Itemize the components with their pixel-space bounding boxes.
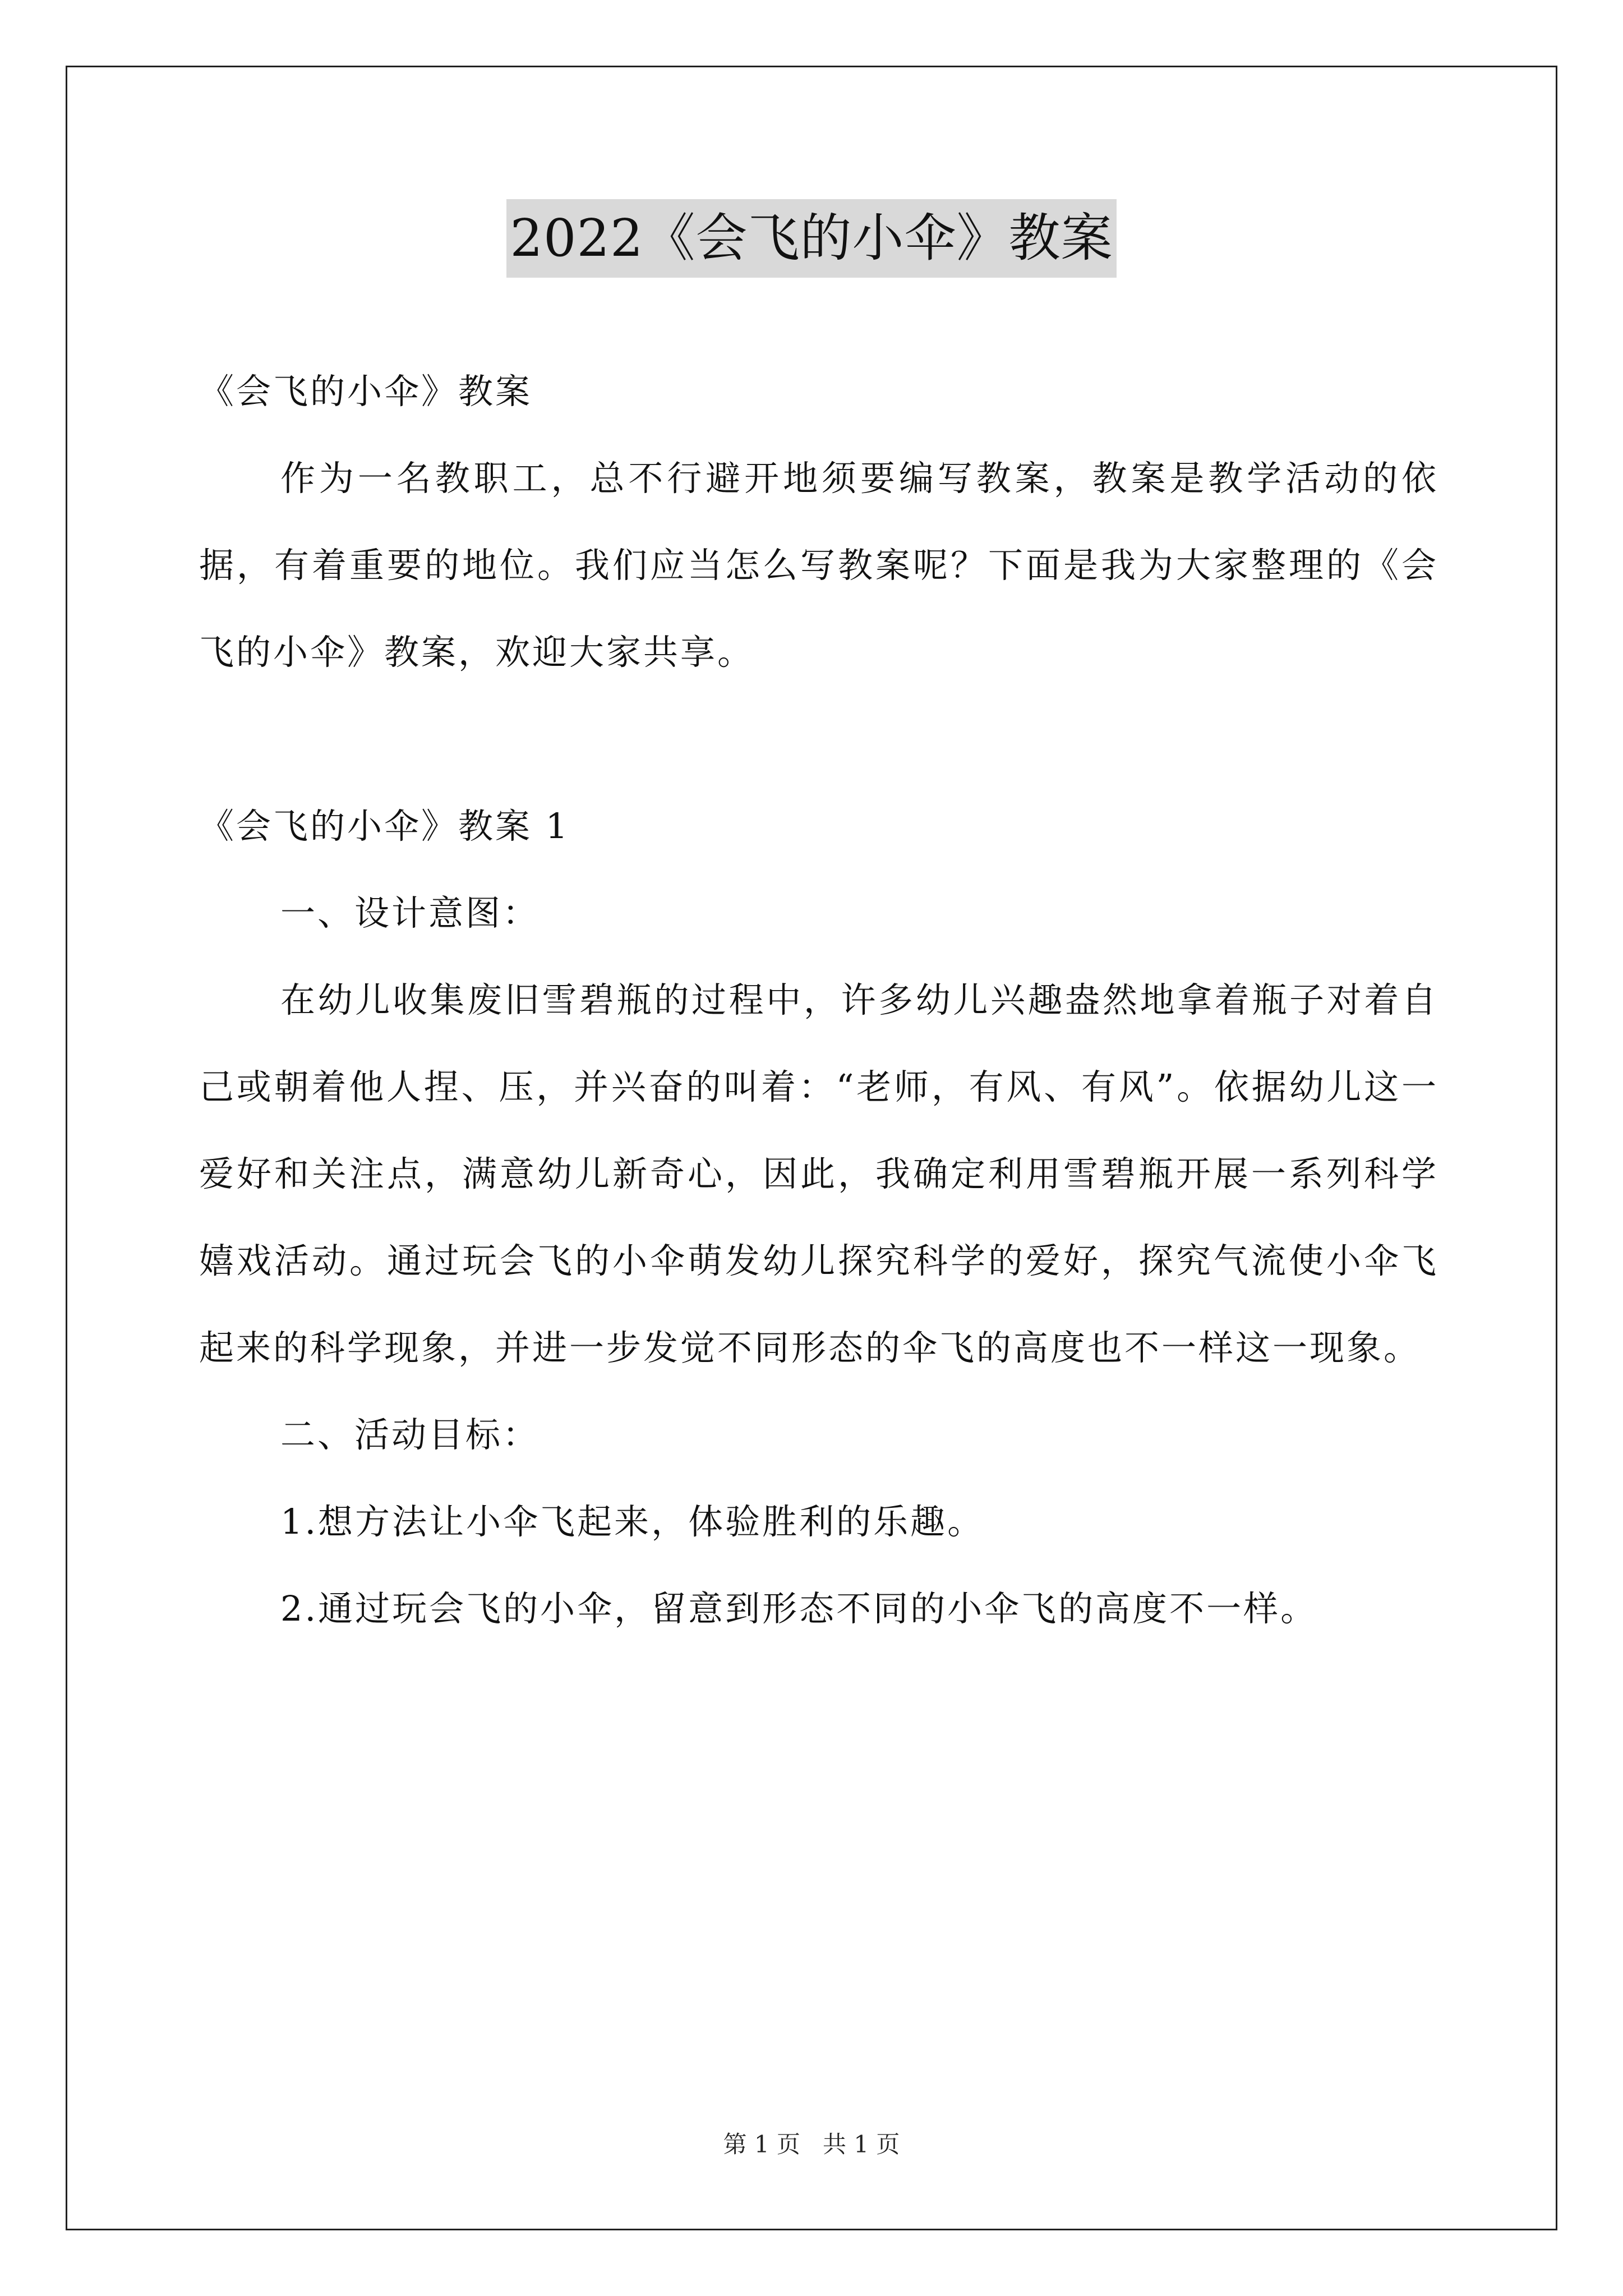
- spacer: [199, 696, 1438, 783]
- goals-heading: 二、活动目标：: [280, 1414, 540, 1455]
- goal-item-1: 1.想方法让小伞飞起来，体验胜利的乐趣。: [280, 1501, 985, 1542]
- design-heading: 一、设计意图：: [280, 892, 540, 933]
- document-body: [199, 348, 1438, 1652]
- section-heading: 《会飞的小伞》教案 1: [199, 806, 570, 846]
- page-footer: [0, 2126, 1623, 2160]
- goal-item-2: 2.通过玩会飞的小伞，留意到形态不同的小伞飞的高度不一样。: [280, 1588, 1318, 1629]
- subtitle: 《会飞的小伞》教案: [199, 371, 533, 412]
- design-paragraph: 在幼儿收集废旧雪碧瓶的过程中，许多幼儿兴趣盎然地拿着瓶子对着自己或朝着他人捏、压，并兴奋的叫着：“老师，有风、有风”。依据幼儿这一爱好和关注点，满意幼儿新奇心，因此，我确定利用雪碧瓶开展一系列科学嬉戏活动。通过玩会飞的小伞萌发幼儿探究科学的爱好，探究气流使小伞飞起来的科学现象，并进一步发觉不同形态的伞飞的高度也不一样这一现象。: [199, 979, 1438, 1368]
- intro-paragraph: 作为一名教职工，总不行避开地须要编写教案，教案是教学活动的依据，有着重要的地位。我们应当怎么写教案呢？下面是我为大家整理的《会飞的小伞》教案，欢迎大家共享。: [199, 458, 1438, 673]
- title-wrap: [0, 199, 1623, 278]
- page-total: 共 1 页: [823, 2131, 900, 2158]
- page-number: 第 1 页: [723, 2131, 800, 2158]
- document-title: 2022《会飞的小伞》教案: [506, 199, 1116, 278]
